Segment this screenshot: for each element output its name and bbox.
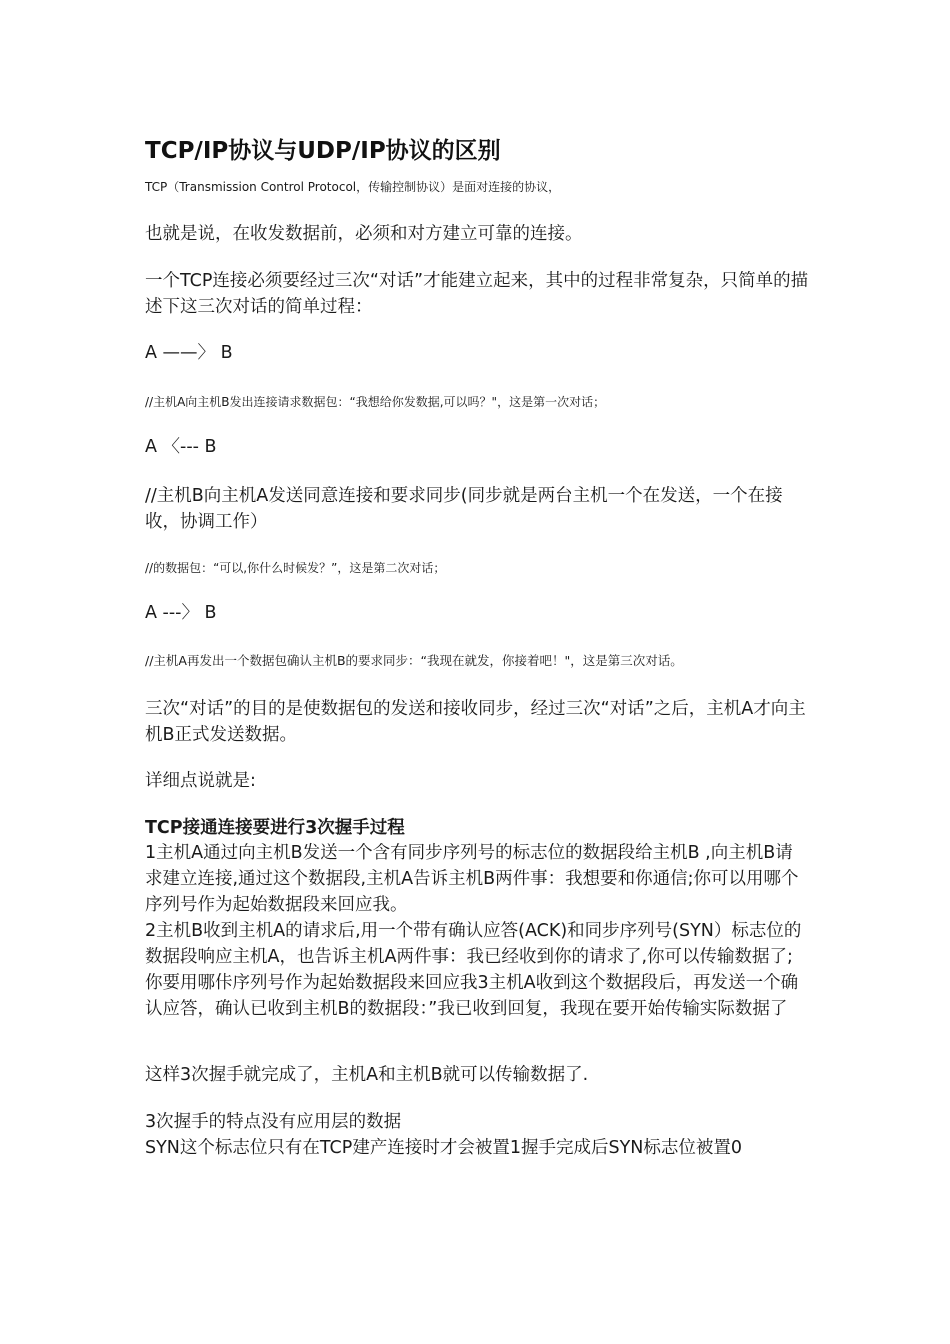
purpose-paragraph: 三次“对话”的目的是使数据包的发送和接收同步，经过三次“对话”之后，主机A才向主机B正式发送数据。 [145, 699, 806, 745]
step1-description: //主机A向主机B发出连接请求数据包：“我想给你发数据,可以吗？"，这是第一次对话； [145, 395, 606, 409]
step2-description-small: //的数据包：“可以,你什么时候发？”，这是第二次对话； [145, 561, 446, 575]
step3-arrow: A ---〉 B [145, 603, 217, 623]
features-paragraph: 3次握手的特点没有应用层的数据 SYN这个标志位只有在TCP建产连接时才会被置1握手完成后SYN标志位被置0 [145, 1112, 742, 1158]
three-talks-paragraph: 一个TCP连接必须要经过三次“对话”才能建立起来，其中的过程非常复杂，只简单的描述下这三次对话的简单过程： [145, 271, 809, 317]
step1-arrow: A ——〉 B [145, 343, 233, 363]
handshake-heading: TCP接通连接要进行3次握手过程 [145, 818, 405, 838]
page-title: TCP/IP协议与UDP/IP协议的区别 [145, 138, 501, 164]
complete-paragraph: 这样3次握手就完成了，主机A和主机B就可以传输数据了. [145, 1065, 589, 1085]
handshake-text: 1主机A通过向主机B发送一个含有同步序列号的标志位的数据段给主机B ,向主机B请求建立连接,通过这个数据段,主机A告诉主机B两件事：我想要和你通信;你可以用哪个序列号作为起始数据段来回应我。 2主机B收到主机A的请求后,用一个带有确认应答(ACK)和同步序列号(SYN）标志位的数据段响应主机A，也告诉主机A两件事：我已经收到你的请求了,你可以传输数据了;你要用哪佧序列号作为起始数据段来回应我3主机A收到这个数据段后，再发送一个确认应答，确认已收到主机B的数据段：”我已收到回复，我现在要开始传输实际数据了 [145, 843, 802, 1019]
step2-description: //主机B向主机A发送同意连接和要求同步(同步就是两台主机一个在发送，一个在接收，协调工作） [145, 486, 783, 532]
intro-small-paragraph: TCP（Transmission Control Protocol，传输控制协议）是面对连接的协议， [145, 180, 561, 194]
step2-arrow: A 〈--- B [145, 437, 217, 457]
step3-description: //主机A再发出一个数据包确认主机B的要求同步：“我现在就发，你接着吧！"，这是第三次对话。 [145, 653, 683, 668]
intro-paragraph: 也就是说，在收发数据前，必须和对方建立可靠的连接。 [145, 224, 583, 244]
detail-intro: 详细点说就是: [145, 771, 256, 791]
